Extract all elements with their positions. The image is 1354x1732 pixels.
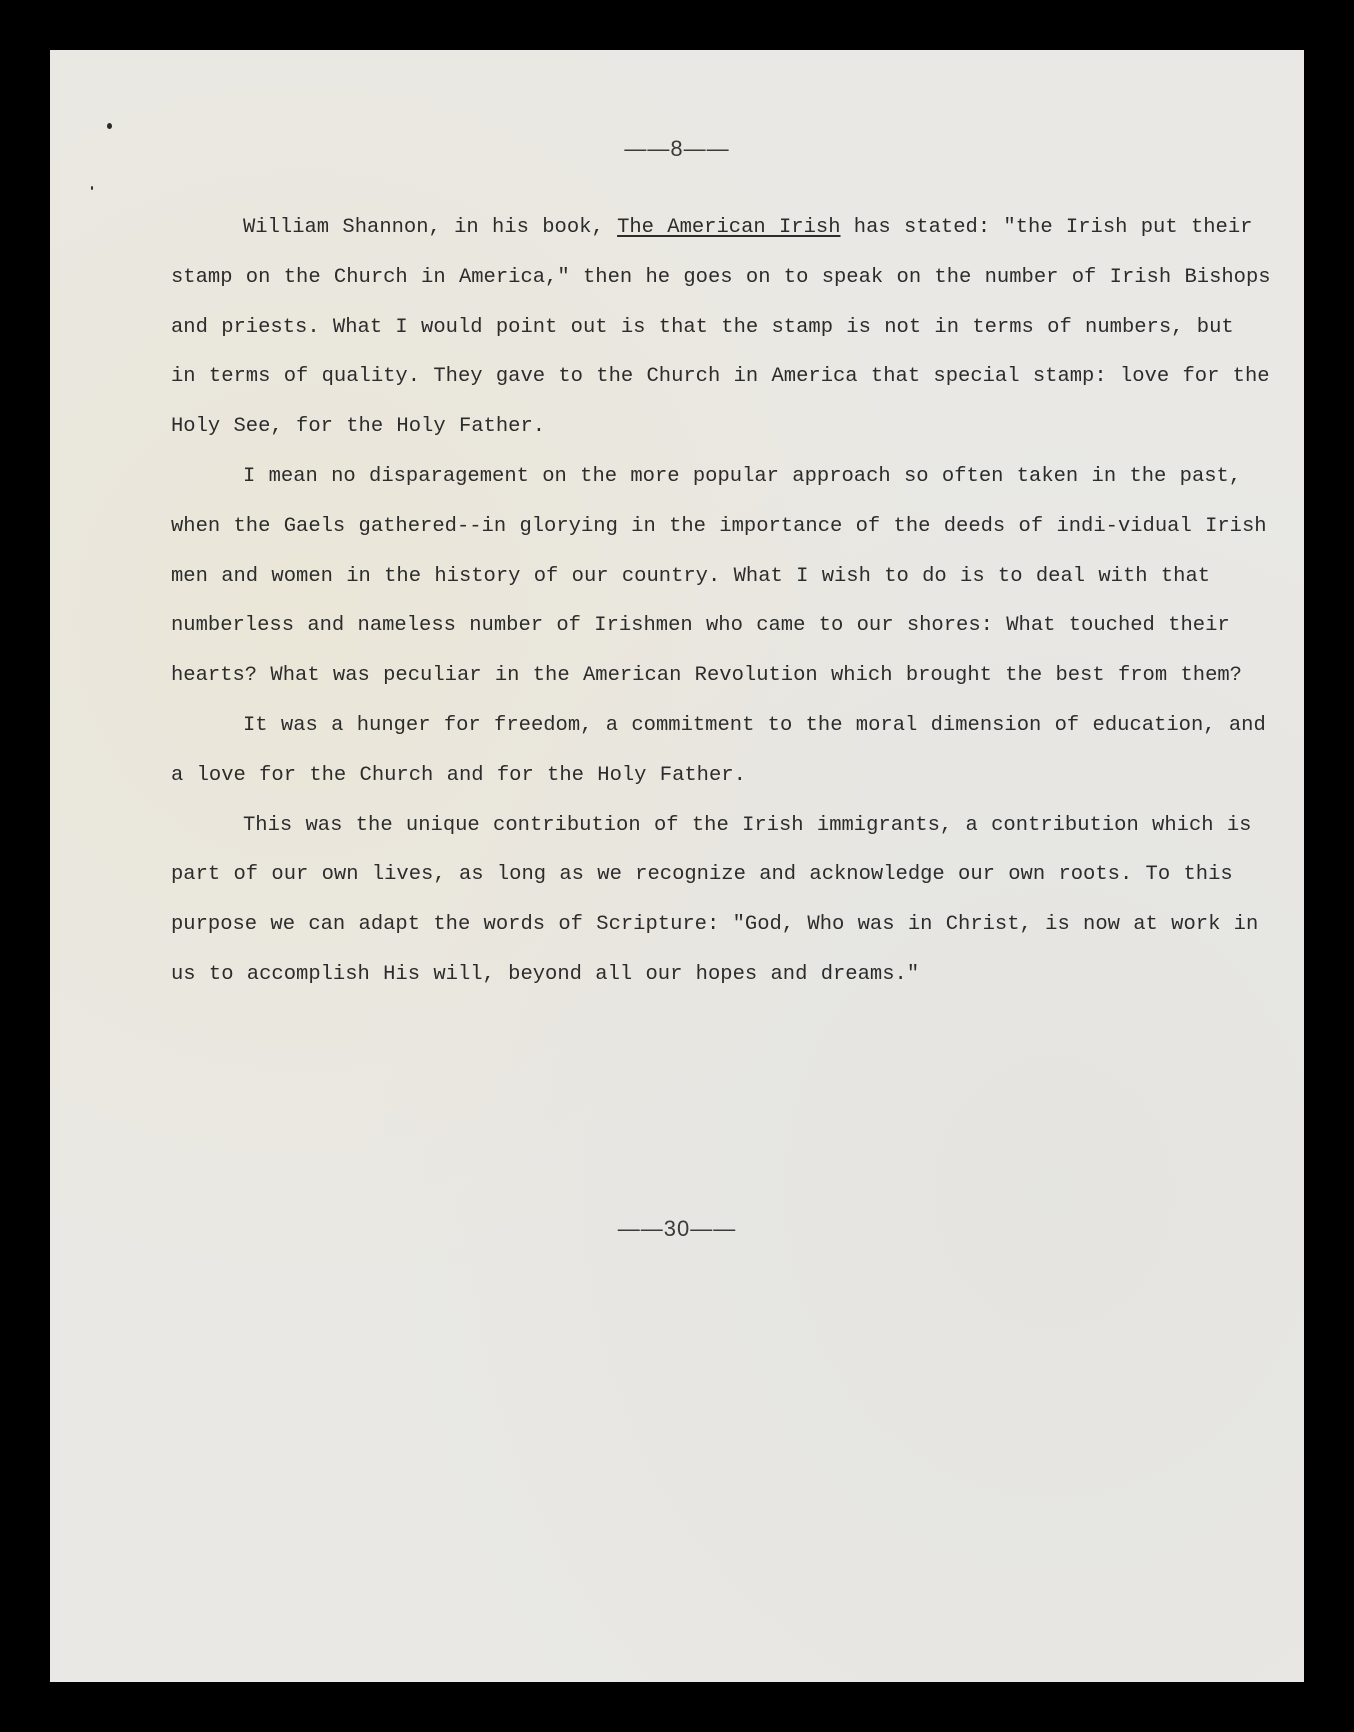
paragraph-1 [171,203,1271,452]
footer-page-number: ——30—— [617,1216,737,1241]
document-page [50,50,1304,1682]
paragraph-1-lead: William Shannon, in his book, [243,216,618,239]
body-text [171,203,1271,1000]
paragraph-4: This was the unique contribution of the Irish immigrants, a contribution which is part of our own lives, as long as we recognize and acknowledge our own roots. To this purpose we can adapt the words of Scripture: "God, Who was in Christ, is now at work in us to accomplish His will, beyond all our hopes and dreams." [171,813,1259,986]
paragraph-3: It was a hunger for freedom, a commitment to the moral dimension of education, and a love for the Church and for the Holy Father. [171,713,1266,787]
ink-speck [107,123,112,129]
header-page-number: ——8—— [624,136,730,161]
paragraph-2: I mean no disparagement on the more popular approach so often taken in the past, when the Gaels gathered--in glorying in the importance of the deeds of indi-vidual Irish men and women in the history of our country. What I wish to do is to deal with that numberless and nameless number of Irishmen who came to our shores: What touched their hearts? What was peculiar in the American Revolution which brought the best from them? [171,464,1267,688]
ink-speck [91,186,93,190]
paragraph-1-rest: has stated: "the Irish put their stamp on the Church in America," then he goes on to speak on the number of Irish Bishops and priests. What I would point out is that the stamp is not in terms of numbers, but in terms of quality. They gave to the Church in America that special stamp: love for the Holy See, for the Holy Father. [171,216,1271,439]
book-title: The American Irish [617,216,841,239]
